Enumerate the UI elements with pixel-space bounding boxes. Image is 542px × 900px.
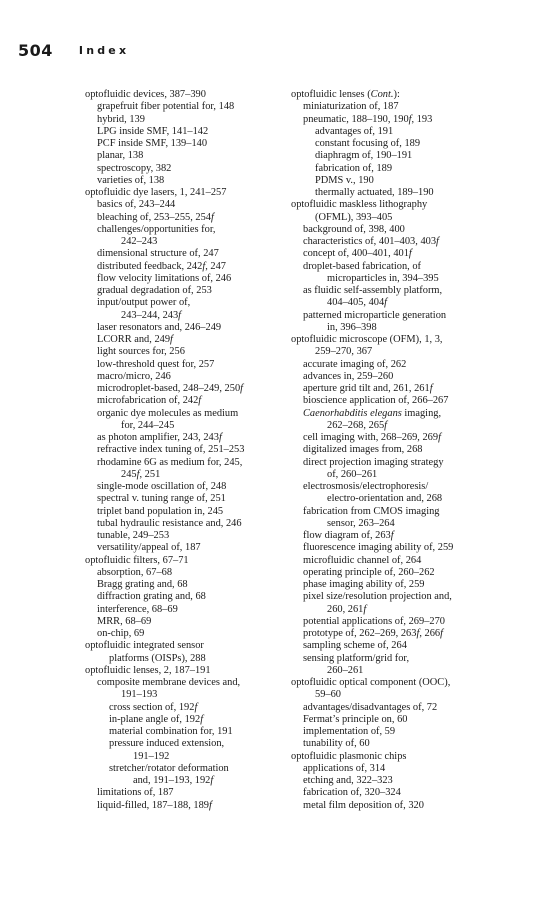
index-subentry: fluorescence imaging ability of, 259 <box>303 542 454 554</box>
index-subentry: spectral v. tuning range of, 251 <box>97 493 226 505</box>
index-main-entry: optofluidic integrated sensor <box>85 640 204 652</box>
index-subentry: on-chip, 69 <box>97 628 145 639</box>
index-subentry: refractive index tuning of, 251–253 <box>97 444 245 456</box>
index-subentry: as fluidic self-assembly platform, <box>303 285 443 296</box>
index-subentry: as photon amplifier, 243, 243f <box>97 432 222 443</box>
index-subentry: light sources for, 256 <box>97 346 185 358</box>
index-subentry: varieties of, 138 <box>97 174 165 186</box>
index-subentry: Fermat’s principle on, 60 <box>303 713 408 725</box>
index-column-left <box>85 89 285 812</box>
index-subentry: potential applications of, 269–270 <box>303 615 445 627</box>
index-subentry: LCORR and, 249f <box>97 334 173 345</box>
index-subentry: distributed feedback, 242f, 247 <box>97 260 226 272</box>
index-subentry: gradual degradation of, 253 <box>97 285 212 296</box>
index-subentry: pressure induced extension, <box>109 738 225 750</box>
index-subentry: versatility/appeal of, 187 <box>97 542 201 554</box>
index-subentry: metal film deposition of, 320 <box>303 799 424 811</box>
index-subentry: sampling scheme of, 264 <box>303 640 407 652</box>
index-subentry: PDMS v., 190 <box>315 174 374 186</box>
index-subentry: microfluidic channel of, 264 <box>303 554 422 566</box>
index-subentry: Bragg grating and, 68 <box>97 579 188 590</box>
index-main-entry: optofluidic microscope (OFM), 1, 3, <box>291 334 443 345</box>
index-subentry: advantages of, 191 <box>315 125 394 137</box>
index-subentry: etching and, 322–323 <box>303 775 393 786</box>
index-subentry: hybrid, 139 <box>97 113 145 125</box>
index-subentry: LPG inside SMF, 141–142 <box>97 125 209 137</box>
index-subentry: limitations of, 187 <box>97 787 174 799</box>
index-subentry: phase imaging ability of, 259 <box>303 579 425 590</box>
index-entry-continuation: electro-orientation and, 268 <box>327 493 443 505</box>
index-subentry: challenges/opportunities for, <box>97 223 216 235</box>
index-subentry: pneumatic, 188–190, 190f, 193 <box>303 113 433 125</box>
index-subentry: organic dye molecules as medium <box>97 407 239 419</box>
index-entry-continuation: of, 260–261 <box>327 468 378 480</box>
index-subentry: background of, 398, 400 <box>303 223 405 235</box>
index-subentry: MRR, 68–69 <box>97 615 152 627</box>
index-subentry: material combination for, 191 <box>109 726 233 737</box>
index-subentry: cross section of, 192f <box>109 701 198 713</box>
index-entry-continuation: (OFML), 393–405 <box>315 211 393 223</box>
index-subentry: fabrication of, 189 <box>315 162 393 174</box>
index-subentry: accurate imaging of, 262 <box>303 358 407 370</box>
running-title: Index <box>78 44 130 57</box>
index-entry-continuation: 191–193 <box>121 689 158 701</box>
index-main-entry: optofluidic optical component (OOC), <box>291 677 451 688</box>
index-column-right <box>291 89 496 812</box>
index-entry-continuation: platforms (OISPs), 288 <box>109 652 206 664</box>
index-subentry: droplet-based fabrication, of <box>303 260 422 272</box>
index-subentry: miniaturization of, 187 <box>303 101 399 113</box>
index-subentry: bioscience application of, 266–267 <box>303 395 449 407</box>
index-subentry: aperture grid tilt and, 261, 261f <box>303 383 433 394</box>
index-entry-continuation: and, 191–193, 192f <box>133 775 214 786</box>
index-subentry: single-mode oscillation of, 248 <box>97 481 227 492</box>
index-entry-continuation: 243–244, 243f <box>121 309 182 321</box>
index-subentry: liquid-filled, 187–188, 189f <box>97 799 212 811</box>
index-subentry: advances in, 259–260 <box>303 370 394 382</box>
index-subentry: electrosmosis/electrophoresis/ <box>303 481 429 492</box>
index-entry-continuation: for, 244–245 <box>121 419 175 431</box>
index-subentry: input/output power of, <box>97 297 191 309</box>
index-entry-continuation: microparticles in, 394–395 <box>327 272 439 284</box>
index-subentry: characteristics of, 401–403, 403f <box>303 236 439 247</box>
index-subentry: concept of, 400–401, 401f <box>303 248 412 260</box>
index-subentry: low-threshold quest for, 257 <box>97 358 215 370</box>
index-subentry: spectroscopy, 382 <box>97 162 172 174</box>
index-subentry: pixel size/resolution projection and, <box>303 591 452 603</box>
index-subentry: dimensional structure of, 247 <box>97 248 219 260</box>
index-subentry: flow diagram of, 263f <box>303 530 394 541</box>
index-subentry: in-plane angle of, 192f <box>109 713 204 725</box>
index-entry-continuation: 404–405, 404f <box>327 297 388 309</box>
index-entry-continuation: 260–261 <box>327 664 364 676</box>
index-main-entry: optofluidic lenses, 2, 187–191 <box>85 664 211 676</box>
index-main-entry: optofluidic plasmonic chips <box>291 750 407 762</box>
index-main-entry: optofluidic maskless lithography <box>291 199 428 211</box>
index-subentry: microdroplet-based, 248–249, 250f <box>97 383 244 394</box>
index-entry-continuation: 245f, 251 <box>121 468 161 480</box>
index-subentry: digitalized images from, 268 <box>303 444 423 456</box>
index-main-entry: optofluidic devices, 387–390 <box>85 89 206 100</box>
page-number: 504 <box>18 41 53 60</box>
index-subentry: cell imaging with, 268–269, 269f <box>303 432 441 443</box>
index-subentry: interference, 68–69 <box>97 603 178 615</box>
index-main-entry: optofluidic filters, 67–71 <box>85 554 189 566</box>
index-subentry: sensing platform/grid for, <box>303 652 410 664</box>
index-subentry: diaphragm of, 190–191 <box>315 150 413 162</box>
index-subentry: Caenorhabditis elegans imaging, <box>303 407 442 419</box>
index-subentry: composite membrane devices and, <box>97 677 241 688</box>
index-entry-continuation: sensor, 263–264 <box>327 517 395 529</box>
index-subentry: basics of, 243–244 <box>97 199 176 211</box>
index-entry-continuation: 262–268, 265f <box>327 419 388 431</box>
index-subentry: fabrication of, 320–324 <box>303 787 401 799</box>
index-entry-continuation: 259–270, 367 <box>315 346 373 358</box>
index-subentry: diffraction grating and, 68 <box>97 591 206 603</box>
index-subentry: advantages/disadvantages of, 72 <box>303 701 438 713</box>
index-subentry: thermally actuated, 189–190 <box>315 187 434 198</box>
index-entry-continuation: 242–243 <box>121 236 158 247</box>
index-subentry: operating principle of, 260–262 <box>303 566 435 578</box>
index-subentry: tunability of, 60 <box>303 738 370 750</box>
index-entry-continuation: 59–60 <box>315 689 341 701</box>
index-subentry: bleaching of, 253–255, 254f <box>97 211 214 223</box>
index-subentry: patterned microparticle generation <box>303 309 447 321</box>
index-subentry: direct projection imaging strategy <box>303 456 444 468</box>
index-subentry: PCF inside SMF, 139–140 <box>97 138 208 149</box>
index-subentry: macro/micro, 246 <box>97 370 171 382</box>
index-subentry: applications of, 314 <box>303 762 386 774</box>
index-subentry: tubal hydraulic resistance and, 246 <box>97 517 242 529</box>
index-main-entry: optofluidic lenses (Cont.): <box>291 89 400 100</box>
index-subentry: constant focusing of, 189 <box>315 138 421 149</box>
index-subentry: absorption, 67–68 <box>97 566 173 578</box>
index-entry-continuation: in, 396–398 <box>327 321 377 333</box>
index-subentry: laser resonators and, 246–249 <box>97 321 222 333</box>
index-subentry: fabrication from CMOS imaging <box>303 505 440 517</box>
index-subentry: tunable, 249–253 <box>97 530 170 541</box>
index-subentry: implementation of, 59 <box>303 726 396 737</box>
index-subentry: grapefruit fiber potential for, 148 <box>97 101 235 113</box>
index-subentry: microfabrication of, 242f <box>97 395 202 407</box>
index-main-entry: optofluidic dye lasers, 1, 241–257 <box>85 187 227 198</box>
index-subentry: prototype of, 262–269, 263f, 266f <box>303 628 444 639</box>
index-subentry: triplet band population in, 245 <box>97 505 224 517</box>
index-subentry: stretcher/rotator deformation <box>109 762 229 774</box>
index-subentry: planar, 138 <box>97 150 144 162</box>
index-subentry: rhodamine 6G as medium for, 245, <box>97 456 243 468</box>
index-entry-continuation: 191–192 <box>133 750 170 762</box>
page-header <box>18 41 129 67</box>
index-entry-continuation: 260, 261f <box>327 603 367 615</box>
index-subentry: flow velocity limitations of, 246 <box>97 272 232 284</box>
